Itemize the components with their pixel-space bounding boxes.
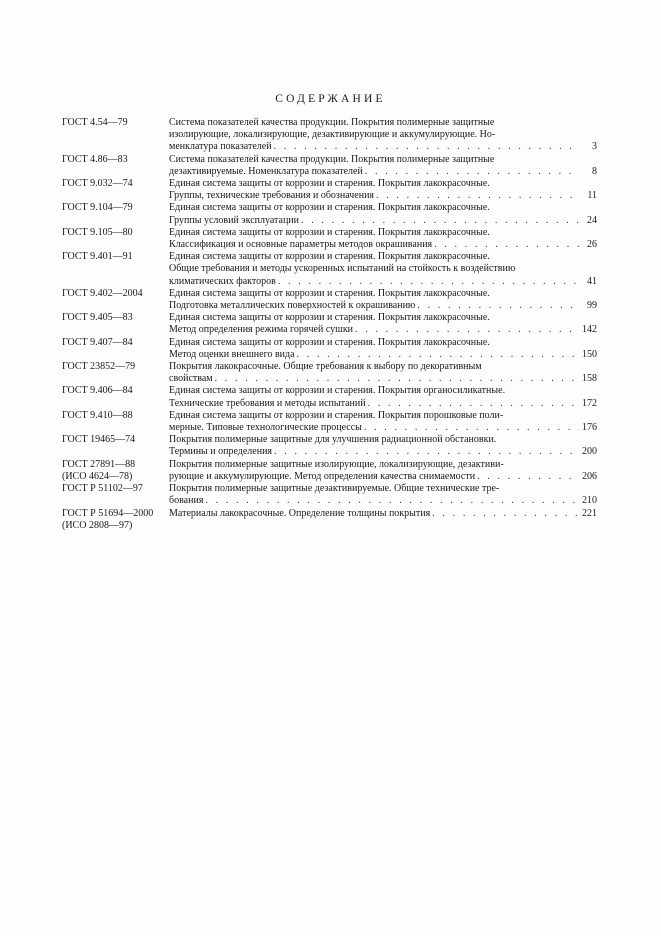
- standard-code-line: ГОСТ 19465—74: [62, 434, 136, 446]
- page-title: СОДЕРЖАНИЕ: [275, 93, 386, 105]
- description-line: Единая система защиты от коррозии и старения. Покрытия лакокрасочные.: [169, 287, 490, 299]
- standard-code: [62, 459, 169, 483]
- description-last-line: [169, 215, 597, 227]
- page-number: 221: [582, 507, 597, 519]
- description-line: Единая система защиты от коррозии и старения. Покрытия порошковые поли-: [169, 409, 504, 421]
- description-line: Метод оценки внешнего вида: [169, 348, 295, 360]
- entry-description: [169, 312, 597, 336]
- entry-description: [169, 227, 597, 251]
- dot-leader: [274, 141, 579, 153]
- description-line: Единая система защиты от коррозии и старения. Покрытия лакокрасочные.: [169, 178, 490, 190]
- dot-leader: [364, 422, 579, 434]
- page-number: 172: [582, 397, 597, 409]
- description-last-line: [169, 471, 597, 483]
- standard-code-line: ГОСТ 27891—88: [62, 458, 136, 470]
- page-number: 206: [582, 470, 597, 482]
- page-number: 24: [587, 214, 597, 226]
- page-number: 200: [582, 446, 597, 458]
- standard-code-line: ГОСТ 9.032—74: [62, 178, 133, 190]
- description-line: Покрытия полимерные защитные изолирующие, локализирующие, дезактиви-: [169, 458, 504, 470]
- standard-code: [62, 508, 169, 532]
- toc-entry: [62, 154, 597, 178]
- standard-code-line: ГОСТ 4.54—79: [62, 117, 128, 128]
- description-line: Единая система защиты от коррозии и старения. Покрытия лакокрасочные.: [169, 202, 490, 214]
- description-last-line: [169, 190, 597, 202]
- dot-leader: [376, 190, 579, 202]
- entry-description: [169, 361, 597, 385]
- standard-code-line: ГОСТ 9.402—2004: [62, 287, 143, 299]
- description-last-line: [169, 239, 597, 251]
- page-number: 210: [582, 495, 597, 507]
- toc-entry: [62, 227, 597, 251]
- page-number: 142: [582, 324, 597, 336]
- dot-leader: [215, 373, 579, 385]
- description-last-line: [169, 276, 597, 288]
- entry-description: [169, 410, 597, 434]
- standard-code: [62, 410, 169, 422]
- toc-entry: [62, 178, 597, 202]
- description-line: Покрытия лакокрасочные. Общие требования к выбору по декоративным: [169, 361, 482, 373]
- dot-leader: [355, 324, 579, 336]
- toc-entry: [62, 508, 597, 532]
- description-line: Единая система защиты от коррозии и старения. Покрытия лакокрасочные.: [169, 336, 490, 348]
- standard-code-line: ГОСТ 9.401—91: [62, 251, 133, 263]
- description-line: бования: [169, 495, 204, 507]
- page-number: 3: [592, 141, 597, 153]
- dot-leader: [278, 276, 579, 288]
- entry-description: [169, 459, 597, 483]
- table-of-contents: [62, 117, 597, 532]
- standard-code-line: ГОСТ 9.406—84: [62, 385, 133, 397]
- description-line: Единая система защиты от коррозии и старения. Покрытия органосиликатные.: [169, 385, 506, 397]
- description-last-line: [169, 166, 597, 178]
- dot-leader: [365, 166, 579, 178]
- standard-code-line: (ИСО 2808—97): [62, 519, 133, 531]
- toc-entry: [62, 385, 597, 409]
- description-line: Единая система защиты от коррозии и старения. Покрытия лакокрасочные.: [169, 226, 490, 238]
- description-line: климатических факторов: [169, 275, 276, 287]
- entry-description: [169, 385, 597, 409]
- standard-code-line: ГОСТ Р 51694—2000: [62, 507, 154, 519]
- description-line: рующие и аккумулирующие. Метод определения качества снимаемости: [169, 470, 476, 482]
- description-last-line: [169, 508, 597, 520]
- dot-leader: [297, 349, 579, 361]
- entry-description: [169, 202, 597, 226]
- entry-description: [169, 288, 597, 312]
- page-number: 11: [587, 190, 597, 202]
- description-line: Единая система защиты от коррозии и старения. Покрытия лакокрасочные.: [169, 312, 490, 324]
- description-line: Подготовка металлических поверхностей к окрашиванию: [169, 300, 416, 312]
- standard-code-line: ГОСТ Р 51102—97: [62, 483, 143, 495]
- toc-entry: [62, 410, 597, 434]
- standard-code-line: ГОСТ 9.104—79: [62, 202, 133, 214]
- standard-code-line: ГОСТ 9.407—84: [62, 336, 133, 348]
- toc-entry: [62, 459, 597, 483]
- description-line: Общие требования и методы ускоренных испытаний на стойкость к воздействию: [169, 263, 516, 275]
- description-line: Метод определения режима горячей сушки: [169, 324, 354, 336]
- page-number: 158: [582, 373, 597, 385]
- standard-code: [62, 288, 169, 300]
- standard-code-line: ГОСТ 4.86—83: [62, 153, 128, 165]
- dot-leader: [301, 215, 579, 227]
- standard-code: [62, 251, 169, 263]
- toc-entry: [62, 288, 597, 312]
- description-last-line: [169, 349, 597, 361]
- description-last-line: [169, 324, 597, 336]
- description-line: Технические требования и методы испытаний: [169, 397, 366, 409]
- page-number: 150: [582, 348, 597, 360]
- page-number: 8: [592, 165, 597, 177]
- description-last-line: [169, 373, 597, 385]
- dot-leader: [417, 300, 579, 312]
- description-last-line: [169, 446, 597, 458]
- standard-code-line: ГОСТ 9.105—80: [62, 226, 133, 238]
- standard-code: [62, 202, 169, 214]
- description-line: мерные. Типовые технологические процессы: [169, 422, 362, 434]
- entry-description: [169, 178, 597, 202]
- toc-entry: [62, 117, 597, 154]
- standard-code: [62, 312, 169, 324]
- description-line: Материалы лакокрасочные. Определение толщины покрытия: [169, 507, 431, 519]
- description-last-line: [169, 141, 597, 153]
- standard-code-line: ГОСТ 23852—79: [62, 361, 136, 373]
- entry-description: [169, 251, 597, 288]
- entry-description: [169, 117, 597, 154]
- standard-code-line: ГОСТ 9.405—83: [62, 312, 133, 324]
- description-line: дезактивируемые. Номенклатура показателей: [169, 165, 363, 177]
- dot-leader: [205, 495, 579, 507]
- dot-leader: [434, 239, 579, 251]
- standard-code: [62, 178, 169, 190]
- entry-description: [169, 337, 597, 361]
- description-line: изолирующие, локализирующие, дезактивирующие и аккумулирующие. Но-: [169, 129, 496, 141]
- toc-entry: [62, 202, 597, 226]
- dot-leader: [274, 446, 579, 458]
- description-line: менклатура показателей: [169, 141, 272, 153]
- description-line: Термины и определения: [169, 446, 273, 458]
- standard-code-line: (ИСО 4624—78): [62, 470, 133, 482]
- page-number: 41: [587, 275, 597, 287]
- description-line: Система показателей качества продукции. Покрытия полимерные защитные: [169, 117, 495, 128]
- standard-code: [62, 361, 169, 373]
- description-line: Группы, технические требования и обозначения: [169, 190, 375, 202]
- toc-entry: [62, 337, 597, 361]
- standard-code: [62, 483, 169, 495]
- toc-entry: [62, 251, 597, 288]
- entry-description: [169, 508, 597, 520]
- entry-description: [169, 434, 597, 458]
- entry-description: [169, 483, 597, 507]
- description-last-line: [169, 300, 597, 312]
- description-line: Система показателей качества продукции. Покрытия полимерные защитные: [169, 153, 495, 165]
- standard-code: [62, 434, 169, 446]
- page-number: 99: [587, 300, 597, 312]
- standard-code: [62, 337, 169, 349]
- description-line: Группы условий эксплуатации: [169, 214, 300, 226]
- standard-code: [62, 385, 169, 397]
- dot-leader: [477, 471, 579, 483]
- description-line: Классификация и основные параметры методов окрашивания: [169, 239, 433, 251]
- standard-code-line: ГОСТ 9.410—88: [62, 409, 133, 421]
- dot-leader: [368, 398, 579, 410]
- description-last-line: [169, 422, 597, 434]
- description-line: свойствам: [169, 373, 213, 385]
- toc-entry: [62, 361, 597, 385]
- page-number: 26: [587, 239, 597, 251]
- standard-code: [62, 117, 169, 129]
- entry-description: [169, 154, 597, 178]
- dot-leader: [432, 508, 579, 520]
- page-number: 176: [582, 422, 597, 434]
- standard-code: [62, 227, 169, 239]
- description-line: Единая система защиты от коррозии и старения. Покрытия лакокрасочные.: [169, 251, 490, 263]
- standard-code: [62, 154, 169, 166]
- toc-entry: [62, 434, 597, 458]
- description-last-line: [169, 398, 597, 410]
- toc-entry: [62, 312, 597, 336]
- toc-entry: [62, 483, 597, 507]
- description-line: Покрытия полимерные защитные для улучшения радиационной обстановки.: [169, 434, 497, 446]
- description-last-line: [169, 495, 597, 507]
- description-line: Покрытия полимерные защитные дезактивируемые. Общие технические тре-: [169, 483, 500, 495]
